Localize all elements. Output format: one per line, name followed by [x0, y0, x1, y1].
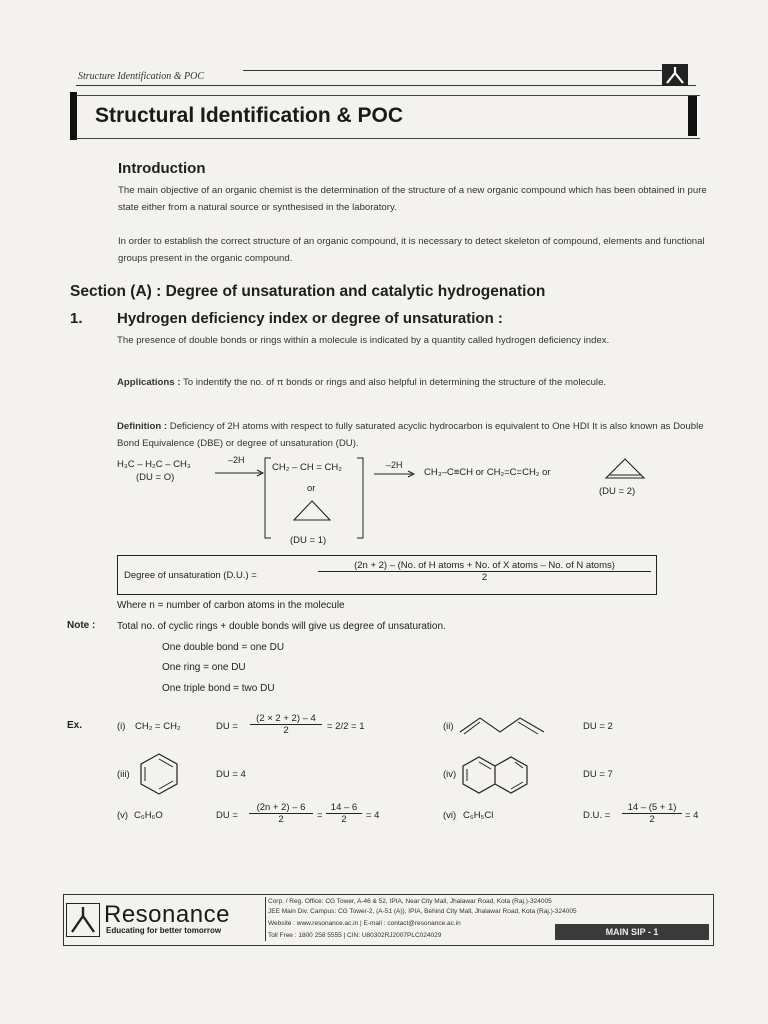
example-6-formula: C₆H₅Cl	[463, 810, 494, 821]
example-6-numerator: 14 – (5 + 1)	[622, 802, 682, 814]
resonance-footer-logo-icon	[66, 903, 100, 937]
header-rule-top	[243, 70, 663, 86]
example-3-du: DU = 4	[216, 769, 246, 780]
note-item: One double bond = one DU	[162, 642, 285, 653]
example-4-num: (iv)	[443, 769, 457, 780]
example-3-num: (iii)	[117, 769, 130, 780]
footer-brand: Resonance	[104, 901, 230, 928]
header-rule	[76, 85, 696, 86]
example-6-num: (vi)	[443, 810, 457, 821]
example-5-fraction	[249, 802, 313, 825]
intro-heading: Introduction	[118, 160, 206, 177]
example-6-result: = 4	[685, 810, 699, 821]
du-formula-label: Degree of unsaturation (D.U.) =	[124, 570, 257, 581]
footer-campus: JEE Main Div. Campus: CG Tower-2, (A-51 (A)), IPIA, Behind City Mall, Jhalawar Road, Kota (Raj.)-324005	[268, 908, 577, 915]
example-1-fraction	[250, 713, 322, 736]
example-2-num: (ii)	[443, 721, 454, 732]
scheme-arrow-1	[215, 469, 265, 477]
definition-paragraph	[117, 418, 711, 452]
example-5-num: (v)	[117, 810, 129, 821]
du-formula-fraction	[318, 560, 651, 583]
example-4-du: DU = 7	[583, 769, 613, 780]
section-a-heading: Section (A) : Degree of unsaturation and catalytic hydrogenation	[70, 283, 546, 300]
note-item: One ring = one DU	[162, 662, 246, 673]
example-5-formula: C₆H₆O	[134, 810, 163, 821]
note-item: One triple bond = two DU	[162, 683, 275, 694]
definition-label: Definition :	[117, 421, 168, 432]
example-1-num: (i)	[117, 721, 126, 732]
resonance-logo-icon	[662, 64, 688, 86]
examples-label: Ex.	[67, 720, 83, 731]
butadiene-structure-icon	[458, 714, 546, 736]
scheme-products: CH₃–C≡CH or CH₂=C=CH₂ or	[424, 467, 551, 478]
footer-divider	[265, 897, 266, 941]
example-5-denominator: 2	[278, 814, 284, 825]
scheme-arrow1-label: –2H	[228, 455, 245, 465]
scheme-arrow-2	[374, 470, 416, 478]
example-1-numerator: (2 × 2 + 2) – 4	[250, 713, 322, 725]
du-formula-denominator: 2	[481, 572, 488, 583]
where-text: Where n = number of carbon atoms in the molecule	[117, 600, 345, 611]
example-1-result: = 2/2 = 1	[327, 721, 365, 732]
footer-page-label: MAIN SIP - 1	[555, 924, 709, 940]
example-2-du: DU = 2	[583, 721, 613, 732]
page-title: Structural Identification & POC	[95, 104, 404, 127]
applications-label: Applications :	[117, 377, 181, 388]
example-5-fraction-2	[326, 802, 362, 825]
note-label: Note :	[67, 620, 96, 631]
example-5-equals: =	[317, 810, 323, 821]
running-header: Structure Identification & POC	[78, 71, 205, 82]
intro-paragraph-2: In order to establish the correct structure of an organic compound, it is necessary to detect skeleton of compound, elements and functional groups present in the organic compound.	[118, 236, 705, 264]
example-1-denominator: 2	[283, 725, 289, 736]
scheme-or: or	[307, 483, 316, 494]
example-5-denominator-2: 2	[341, 814, 347, 825]
example-5-numerator: (2n + 2) – 6	[249, 802, 313, 814]
scheme-propane-du: (DU = O)	[136, 472, 175, 483]
intro-paragraph-1: The main objective of an organic chemist is the determination of the structure of a new organic compound which has been obtained in pure state either from a natural source or synthesised in the laboratory.	[118, 185, 707, 213]
scheme-propene-du: (DU = 1)	[290, 535, 327, 546]
du-formula-numerator: (2n + 2) – (No. of H atoms + No. of X atoms – No. of N atoms)	[318, 560, 651, 572]
cyclopropene-icon	[605, 458, 645, 480]
note-text: Total no. of cyclic rings + double bonds will give us degree of unsaturation.	[117, 621, 446, 632]
example-1-du-prefix: DU =	[216, 721, 238, 732]
example-5-du-prefix: DU =	[216, 810, 238, 821]
footer-tagline: Educating for better tomorrow	[106, 926, 222, 935]
applications-text: To indentify the no. of π bonds or rings and also helpful in determining the structure of the molecule.	[182, 377, 607, 388]
title-right-stripe	[688, 96, 697, 136]
scheme-products-du: (DU = 2)	[599, 486, 636, 497]
scheme-propane: H₃C – H₂C – CH₃	[117, 459, 191, 470]
example-6-denominator: 2	[649, 814, 655, 825]
naphthalene-icon	[462, 755, 530, 795]
scheme-propene: CH₂ – CH = CH₂	[272, 462, 342, 473]
hdi-presence-text: The presence of double bonds or rings within a molecule is indicated by a quantity called hydrogen deficiency index.	[117, 335, 610, 346]
benzene-icon	[137, 752, 181, 796]
subsection-number: 1.	[70, 310, 83, 327]
example-5-numerator-2: 14 – 6	[326, 802, 362, 814]
applications-paragraph	[117, 374, 711, 391]
example-5-result: = 4	[366, 810, 380, 821]
cyclopropane-icon	[293, 500, 331, 522]
example-6-du-prefix: D.U. =	[583, 810, 611, 821]
footer-contact: Website : www.resonance.ac.in | E-mail : contact@resonance.ac.in	[268, 920, 461, 927]
example-6-fraction	[622, 802, 682, 825]
subsection-heading: Hydrogen deficiency index or degree of unsaturation :	[117, 310, 503, 327]
definition-text: Deficiency of 2H atoms with respect to fully saturated acyclic hydrocarbon is equivalent to One HDI It is also known as Double Bond Equivalence (DBE) or degree of unsaturation (DU).	[117, 421, 704, 449]
footer-corp-office: Corp. / Reg. Office: CG Tower, A-46 & 52, IPIA, Near City Mall, Jhalawar Road, Kota (Raj.)-324005	[268, 898, 552, 905]
scheme-arrow2-label: –2H	[386, 460, 403, 470]
footer-toll-free: Toll Free : 1800 258 5555 | CIN: U80302RJ2007PLC024029	[268, 932, 442, 939]
example-1-formula: CH₂ = CH₂	[135, 721, 181, 732]
